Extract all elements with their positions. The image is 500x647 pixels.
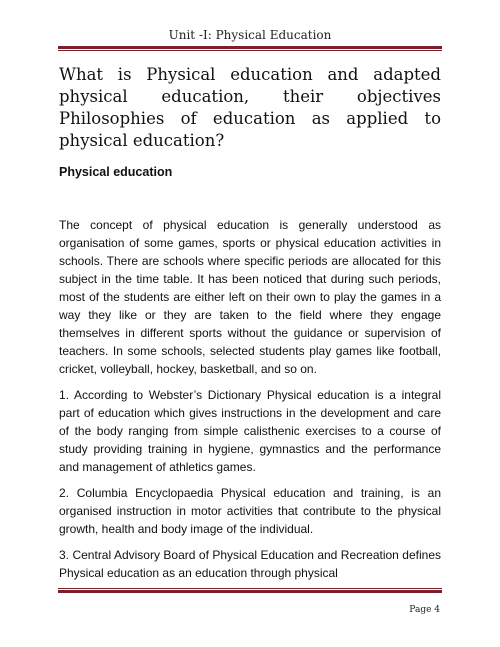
footer-rule <box>58 588 442 593</box>
page-header-title: Unit -I: Physical Education <box>168 28 332 42</box>
page-number: Page 4 <box>409 605 440 615</box>
paragraph-webster-definition: 1. According to Webster’s Dictionary Physical education is a integral part of education which gives instructions in the development and care of the body ranging from simple calisthenic exercises to a course of study providing training in hygiene, gymnastics and the performance and management of athletics games. <box>59 388 441 474</box>
header-rule <box>58 46 442 51</box>
page-title: What is Physical education and adapted physical education, their objectives Philosophies of education as applied to physical education? <box>59 65 441 150</box>
paragraph-columbia-definition: 2. Columbia Encyclopaedia Physical education and training, is an organised instruction in motor activities that contribute to the physical growth, health and body image of the individual. <box>59 486 441 536</box>
paragraph-concept: The concept of physical education is generally understood as organisation of some games, sports or physical education activities in schools. There are schools where specific periods are allocated for this subject in the time table. It has been noticed that during such periods, most of the students are either left on their own to play the games in a way they like or they are taken to the field where they engage themselves in different sports without the guidance or supervision of teachers. In some schools, selected students play games like football, cricket, volleyball, hockey, basketball, and so on. <box>59 218 441 376</box>
paragraph-cabper-definition: 3. Central Advisory Board of Physical Education and Recreation defines Physical education as an education through physical <box>59 548 441 580</box>
section-heading: Physical education <box>59 165 173 179</box>
